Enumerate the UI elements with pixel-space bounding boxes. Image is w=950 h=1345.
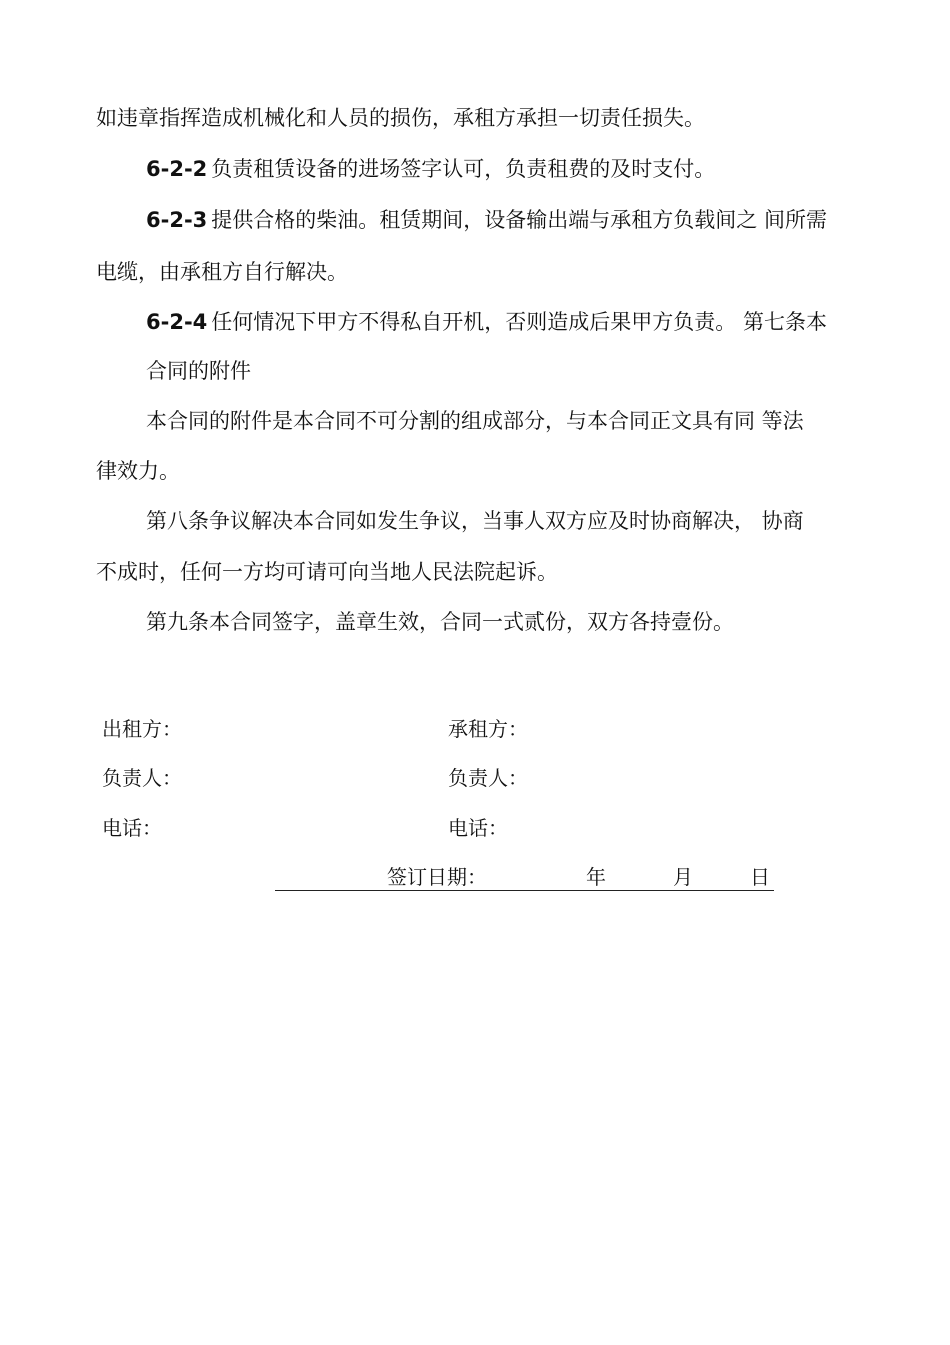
clause-number: 6-2-3: [146, 208, 208, 232]
clause-6-2-2: [146, 155, 715, 183]
clause-text: 合同的附件: [146, 359, 251, 383]
clause-text: 律效力。: [96, 459, 180, 483]
year-label: 年: [586, 865, 606, 889]
clause-effectiveness: [146, 608, 734, 636]
clause-text-line: [96, 558, 558, 586]
clause-6-2-4: [146, 308, 827, 336]
clause-text: 第八条争议解决本合同如发生争议，当事人双方应及时协商解决， 协商: [146, 509, 804, 533]
lessee-phone-label: 电话：: [448, 816, 508, 840]
clause-text: 如违章指挥造成机械化和人员的损伤，承租方承担一切责任损失。: [96, 106, 705, 130]
clause-text: 本合同的附件是本合同不可分割的组成部分，与本合同正文具有同 等法: [146, 409, 804, 433]
clause-text: 负责租赁设备的进场签字认可，负责租费的及时支付。: [211, 157, 716, 181]
lessor-phone-label: 电话：: [102, 816, 162, 840]
clause-number: 6-2-4: [146, 310, 208, 334]
signing-date-label: 签订日期：: [387, 865, 487, 889]
clause-text: 第九条本合同签字，盖章生效，合同一式贰份，双方各持壹份。: [146, 610, 734, 634]
lessee-label: 承租方：: [448, 717, 528, 741]
day-label: 日: [750, 865, 770, 889]
clause-text: 电缆，由承租方自行解决。: [96, 260, 348, 284]
clause-heading-attachments: [146, 357, 251, 385]
clause-text-line: [146, 407, 804, 435]
clause-text-line: [96, 457, 180, 485]
clause-number: 6-2-2: [146, 157, 208, 181]
month-label: 月: [673, 865, 693, 889]
clause-text-line: [96, 258, 348, 286]
clause-text: 不成时，任何一方均可请可向当地人民法院起诉。: [96, 560, 558, 584]
signing-date-row: [275, 864, 774, 891]
clause-text: 任何情况下甲方不得私自开机，否则造成后果甲方负责。 第七条本: [211, 310, 827, 334]
clause-text: 提供合格的柴油。租赁期间，设备输出端与承租方负载间之 间所需: [211, 208, 827, 232]
clause-dispute-resolution: [146, 507, 804, 535]
lessor-label: 出租方：: [102, 717, 182, 741]
lessee-contact-label: 负责人：: [448, 766, 528, 790]
clause-text-line: [96, 104, 705, 132]
clause-6-2-3: [146, 206, 827, 234]
lessor-contact-label: 负责人：: [102, 766, 182, 790]
